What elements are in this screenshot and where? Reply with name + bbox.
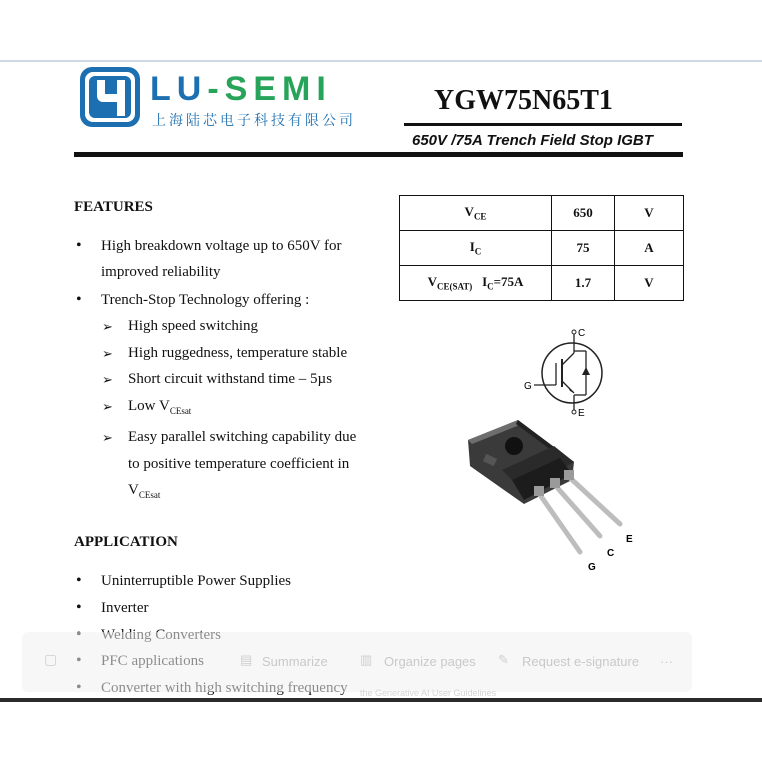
table-row: [400, 266, 684, 301]
gate-label: G: [524, 381, 532, 392]
feature-subitems: [128, 313, 356, 509]
application-item: • Uninterruptible Power Supplies: [101, 568, 348, 595]
ai-guidelines-note: the Generative AI User Guidelines: [360, 688, 497, 698]
table-row: [400, 196, 684, 231]
request-esignature-button[interactable]: Request e-signature: [522, 654, 640, 669]
feature-subitem: ➢ High ruggedness, temperature stable: [128, 340, 356, 367]
more-options-button[interactable]: ···: [660, 654, 673, 669]
value-cell: 650: [552, 196, 615, 231]
window-bottom-border: [0, 698, 762, 702]
part-number-title: YGW75N65T1: [434, 85, 613, 116]
value-cell: 75: [552, 231, 615, 266]
emitter-label: E: [578, 408, 585, 419]
signature-icon: ✎: [498, 652, 509, 667]
header-divider: [74, 152, 683, 157]
product-subtitle: 650V /75A Trench Field Stop IGBT: [412, 132, 653, 149]
summarize-icon: ▤: [240, 652, 253, 667]
param-cell: $I_C$: [400, 231, 552, 266]
unit-cell: A: [615, 231, 684, 266]
pin-c-label: C: [607, 548, 615, 559]
summarize-button[interactable]: Summarize: [262, 654, 328, 669]
title-underline: [404, 123, 682, 126]
feature-item: • Trench-Stop Technology offering :: [101, 287, 342, 313]
feature-subitem: ➢ High speed switching: [128, 313, 356, 340]
to247-package-icon: [462, 418, 642, 578]
spec-table: [399, 195, 684, 301]
unit-cell: V: [615, 266, 684, 301]
application-heading: APPLICATION: [74, 534, 178, 550]
feature-subitem: ➢ Easy parallel switching capability due to positive temperature coefficient in $V_{CEsat}$: [128, 424, 356, 509]
chat-icon[interactable]: ▢: [44, 653, 58, 668]
param-cell: $V_{CE}$: [400, 196, 552, 231]
igbt-symbol-icon: [520, 325, 610, 420]
company-name-cn: 上海陆芯电子科技有限公司: [152, 113, 356, 129]
logo-wordmark: LU-SEMI: [150, 70, 332, 108]
features-heading: FEATURES: [74, 199, 153, 215]
param-cell: $V_{CE(SAT)}$ $I_C=75A$: [400, 266, 552, 301]
feature-item: • High breakdown voltage up to 650V for improved reliability: [101, 233, 342, 285]
collector-label: C: [578, 328, 586, 339]
pin-g-label: G: [588, 562, 596, 573]
pin-e-label: E: [626, 534, 633, 545]
value-cell: 1.7: [552, 266, 615, 301]
application-item: • Inverter: [101, 595, 348, 622]
table-row: [400, 231, 684, 266]
features-list: [101, 233, 342, 313]
organize-pages-icon: ▥: [360, 652, 373, 667]
feature-subitem: ➢ Short circuit withstand time – 5µs: [128, 366, 356, 393]
feature-subitem: ➢ Low $V_{CEsat}$: [128, 393, 356, 425]
lu-semi-logo-icon: [79, 66, 141, 128]
unit-cell: V: [615, 196, 684, 231]
organize-pages-button[interactable]: Organize pages: [384, 654, 476, 669]
